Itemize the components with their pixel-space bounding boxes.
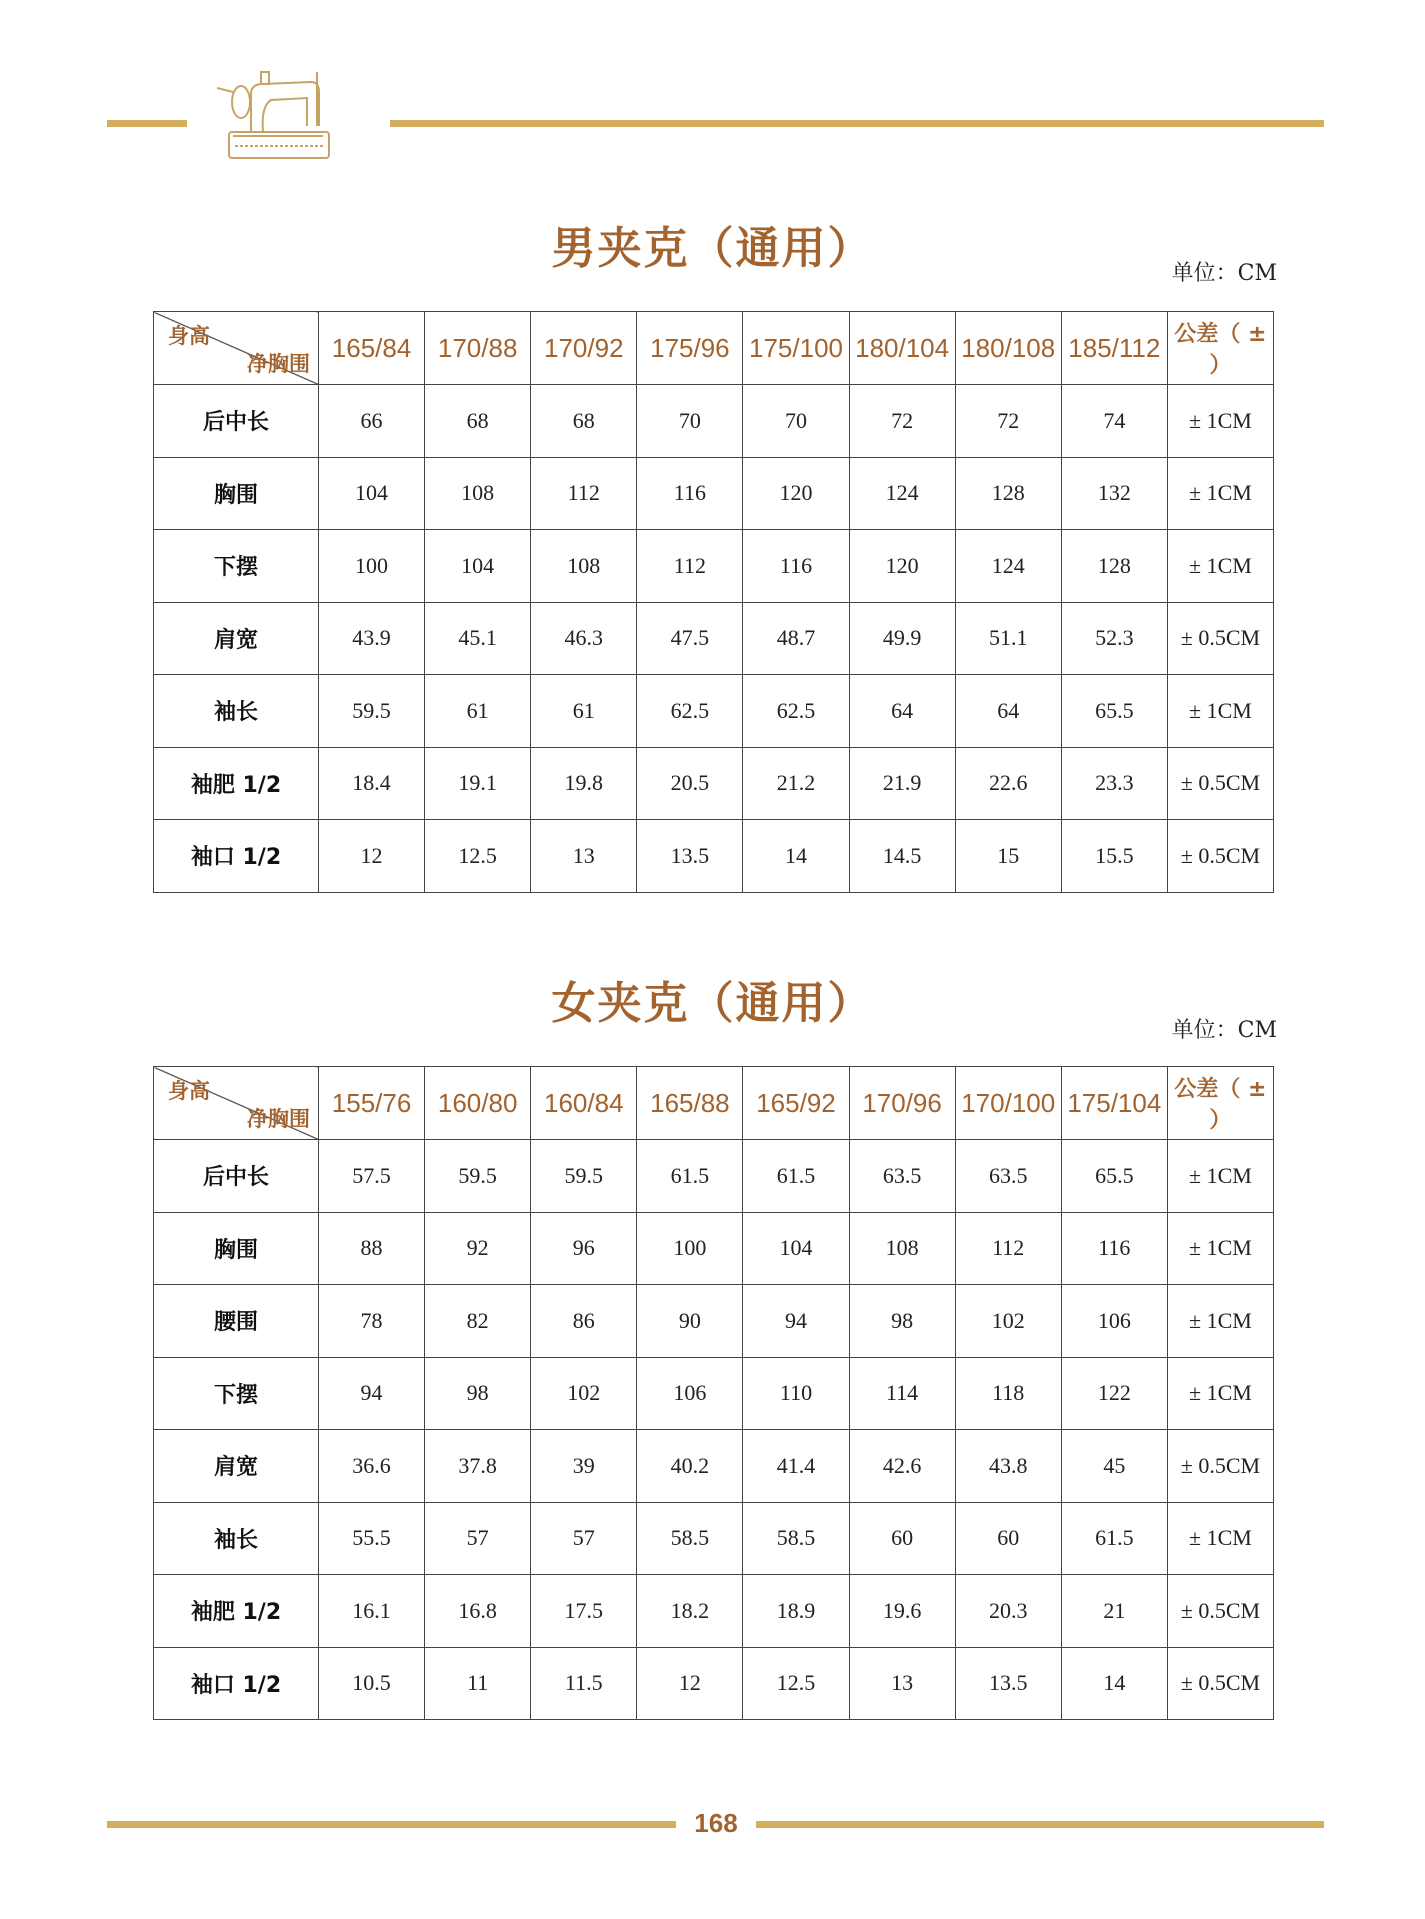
measurement-value: 15 <box>955 820 1061 893</box>
measurement-value: 13.5 <box>637 820 743 893</box>
measurement-value: 42.6 <box>849 1430 955 1503</box>
tolerance-value: ± 1CM <box>1167 1140 1273 1213</box>
table-row <box>154 1430 1274 1503</box>
measurement-value: 102 <box>531 1357 637 1430</box>
measurement-value: 74 <box>1061 385 1167 458</box>
measurement-value: 62.5 <box>637 675 743 748</box>
size-header: 165/88 <box>637 1067 743 1140</box>
table-row <box>154 1647 1274 1720</box>
corner-header <box>154 312 319 385</box>
table-row <box>154 675 1274 748</box>
size-header: 165/84 <box>319 312 425 385</box>
measurement-value: 52.3 <box>1061 602 1167 675</box>
measurement-value: 128 <box>1061 530 1167 603</box>
tolerance-value: ± 1CM <box>1167 1212 1273 1285</box>
measurement-value: 108 <box>849 1212 955 1285</box>
size-header: 160/84 <box>531 1067 637 1140</box>
measurement-value: 51.1 <box>955 602 1061 675</box>
size-header: 160/80 <box>425 1067 531 1140</box>
measurement-value: 61.5 <box>1061 1502 1167 1575</box>
measurement-label: 胸围 <box>154 1212 319 1285</box>
tolerance-value: ± 0.5CM <box>1167 820 1273 893</box>
tolerance-value: ± 1CM <box>1167 1285 1273 1358</box>
measurement-value: 70 <box>743 385 849 458</box>
measurement-value: 64 <box>955 675 1061 748</box>
size-header: 185/112 <box>1061 312 1167 385</box>
measurement-value: 11.5 <box>531 1647 637 1720</box>
measurement-value: 61.5 <box>637 1140 743 1213</box>
size-header: 170/100 <box>955 1067 1061 1140</box>
table-row <box>154 457 1274 530</box>
corner-header <box>154 1067 319 1140</box>
measurement-value: 19.8 <box>531 747 637 820</box>
measurement-value: 43.9 <box>319 602 425 675</box>
measurement-value: 92 <box>425 1212 531 1285</box>
size-header: 175/96 <box>637 312 743 385</box>
womens-jacket-size-table <box>153 1066 1274 1720</box>
tolerance-value: ± 1CM <box>1167 1357 1273 1430</box>
measurement-value: 68 <box>425 385 531 458</box>
measurement-value: 16.1 <box>319 1575 425 1648</box>
measurement-value: 62.5 <box>743 675 849 748</box>
measurement-value: 68 <box>531 385 637 458</box>
measurement-label: 袖口 1/2 <box>154 1647 319 1720</box>
measurement-value: 36.6 <box>319 1430 425 1503</box>
measurement-value: 116 <box>1061 1212 1167 1285</box>
size-header: 180/104 <box>849 312 955 385</box>
measurement-value: 96 <box>531 1212 637 1285</box>
measurement-value: 16.8 <box>425 1575 531 1648</box>
table-row <box>154 820 1274 893</box>
measurement-label: 后中长 <box>154 1140 319 1213</box>
measurement-value: 100 <box>637 1212 743 1285</box>
measurement-value: 58.5 <box>637 1502 743 1575</box>
tolerance-value: ± 0.5CM <box>1167 1575 1273 1648</box>
measurement-value: 104 <box>425 530 531 603</box>
measurement-value: 118 <box>955 1357 1061 1430</box>
measurement-value: 41.4 <box>743 1430 849 1503</box>
measurement-label: 袖长 <box>154 1502 319 1575</box>
measurement-value: 49.9 <box>849 602 955 675</box>
size-header: 170/88 <box>425 312 531 385</box>
measurement-value: 59.5 <box>425 1140 531 1213</box>
tolerance-value: ± 1CM <box>1167 1502 1273 1575</box>
measurement-value: 22.6 <box>955 747 1061 820</box>
chest-label: 净胸围 <box>247 1107 310 1131</box>
measurement-value: 18.4 <box>319 747 425 820</box>
measurement-label: 袖肥 1/2 <box>154 747 319 820</box>
measurement-value: 98 <box>849 1285 955 1358</box>
tolerance-value: ± 0.5CM <box>1167 1430 1273 1503</box>
measurement-value: 112 <box>637 530 743 603</box>
measurement-value: 21.2 <box>743 747 849 820</box>
measurement-label: 胸围 <box>154 457 319 530</box>
measurement-value: 112 <box>531 457 637 530</box>
table-row <box>154 747 1274 820</box>
measurement-value: 37.8 <box>425 1430 531 1503</box>
measurement-value: 23.3 <box>1061 747 1167 820</box>
table-row <box>154 1285 1274 1358</box>
chest-label: 净胸围 <box>247 352 310 376</box>
measurement-value: 20.3 <box>955 1575 1061 1648</box>
measurement-value: 21 <box>1061 1575 1167 1648</box>
sewing-machine-icon <box>211 66 341 162</box>
measurement-value: 55.5 <box>319 1502 425 1575</box>
measurement-value: 124 <box>955 530 1061 603</box>
page-number: 168 <box>676 1808 756 1839</box>
measurement-value: 65.5 <box>1061 675 1167 748</box>
measurement-value: 72 <box>849 385 955 458</box>
measurement-value: 61.5 <box>743 1140 849 1213</box>
measurement-value: 88 <box>319 1212 425 1285</box>
table-row <box>154 1212 1274 1285</box>
measurement-value: 106 <box>637 1357 743 1430</box>
height-label: 身高 <box>168 1079 210 1103</box>
measurement-value: 106 <box>1061 1285 1167 1358</box>
table-row <box>154 385 1274 458</box>
measurement-label: 肩宽 <box>154 1430 319 1503</box>
measurement-value: 13.5 <box>955 1647 1061 1720</box>
measurement-value: 18.2 <box>637 1575 743 1648</box>
measurement-value: 43.8 <box>955 1430 1061 1503</box>
measurement-value: 90 <box>637 1285 743 1358</box>
size-header: 165/92 <box>743 1067 849 1140</box>
measurement-label: 袖肥 1/2 <box>154 1575 319 1648</box>
table-row <box>154 530 1274 603</box>
measurement-value: 124 <box>849 457 955 530</box>
measurement-value: 116 <box>637 457 743 530</box>
measurement-value: 20.5 <box>637 747 743 820</box>
tolerance-value: ± 1CM <box>1167 675 1273 748</box>
measurement-value: 14 <box>1061 1647 1167 1720</box>
measurement-value: 19.1 <box>425 747 531 820</box>
measurement-value: 19.6 <box>849 1575 955 1648</box>
measurement-value: 15.5 <box>1061 820 1167 893</box>
measurement-value: 65.5 <box>1061 1140 1167 1213</box>
measurement-value: 40.2 <box>637 1430 743 1503</box>
measurement-value: 104 <box>319 457 425 530</box>
measurement-value: 12 <box>637 1647 743 1720</box>
table-row <box>154 1575 1274 1648</box>
measurement-value: 21.9 <box>849 747 955 820</box>
size-header: 170/96 <box>849 1067 955 1140</box>
tolerance-value: ± 0.5CM <box>1167 1647 1273 1720</box>
measurement-value: 110 <box>743 1357 849 1430</box>
size-header: 155/76 <box>319 1067 425 1140</box>
table-row <box>154 1140 1274 1213</box>
measurement-value: 13 <box>531 820 637 893</box>
measurement-value: 108 <box>425 457 531 530</box>
measurement-value: 82 <box>425 1285 531 1358</box>
measurement-value: 120 <box>743 457 849 530</box>
table-row <box>154 1502 1274 1575</box>
measurement-label: 腰围 <box>154 1285 319 1358</box>
header-row <box>154 1067 1274 1140</box>
table-row <box>154 1357 1274 1430</box>
size-header: 180/108 <box>955 312 1061 385</box>
measurement-value: 72 <box>955 385 1061 458</box>
measurement-value: 14 <box>743 820 849 893</box>
tolerance-header: 公差（ ± ） <box>1167 1067 1273 1140</box>
measurement-value: 64 <box>849 675 955 748</box>
measurement-value: 12 <box>319 820 425 893</box>
measurement-value: 57.5 <box>319 1140 425 1213</box>
table1-title: 男夹克（通用） <box>551 223 874 274</box>
measurement-value: 12.5 <box>425 820 531 893</box>
measurement-value: 66 <box>319 385 425 458</box>
measurement-value: 63.5 <box>955 1140 1061 1213</box>
measurement-value: 58.5 <box>743 1502 849 1575</box>
measurement-value: 112 <box>955 1212 1061 1285</box>
tolerance-value: ± 1CM <box>1167 530 1273 603</box>
measurement-value: 60 <box>955 1502 1061 1575</box>
header-row <box>154 312 1274 385</box>
measurement-label: 下摆 <box>154 530 319 603</box>
measurement-value: 78 <box>319 1285 425 1358</box>
measurement-value: 18.9 <box>743 1575 849 1648</box>
measurement-value: 61 <box>531 675 637 748</box>
measurement-value: 13 <box>849 1647 955 1720</box>
measurement-value: 17.5 <box>531 1575 637 1648</box>
table2-unit: 单位：CM <box>1171 1018 1277 1043</box>
size-header: 175/100 <box>743 312 849 385</box>
measurement-value: 57 <box>425 1502 531 1575</box>
measurement-value: 128 <box>955 457 1061 530</box>
measurement-value: 100 <box>319 530 425 603</box>
measurement-value: 59.5 <box>531 1140 637 1213</box>
measurement-value: 102 <box>955 1285 1061 1358</box>
height-label: 身高 <box>168 324 210 348</box>
mens-jacket-size-table <box>153 311 1274 893</box>
measurement-value: 108 <box>531 530 637 603</box>
measurement-label: 袖口 1/2 <box>154 820 319 893</box>
tolerance-value: ± 0.5CM <box>1167 602 1273 675</box>
measurement-value: 63.5 <box>849 1140 955 1213</box>
tolerance-header: 公差（ ± ） <box>1167 312 1273 385</box>
measurement-value: 94 <box>319 1357 425 1430</box>
measurement-value: 116 <box>743 530 849 603</box>
measurement-value: 45 <box>1061 1430 1167 1503</box>
measurement-value: 45.1 <box>425 602 531 675</box>
measurement-value: 120 <box>849 530 955 603</box>
measurement-value: 57 <box>531 1502 637 1575</box>
measurement-value: 60 <box>849 1502 955 1575</box>
measurement-value: 47.5 <box>637 602 743 675</box>
measurement-label: 后中长 <box>154 385 319 458</box>
size-header: 175/104 <box>1061 1067 1167 1140</box>
tolerance-value: ± 1CM <box>1167 385 1273 458</box>
measurement-label: 下摆 <box>154 1357 319 1430</box>
measurement-value: 70 <box>637 385 743 458</box>
measurement-value: 12.5 <box>743 1647 849 1720</box>
table2-title: 女夹克（通用） <box>551 978 874 1029</box>
measurement-value: 132 <box>1061 457 1167 530</box>
measurement-value: 98 <box>425 1357 531 1430</box>
measurement-value: 86 <box>531 1285 637 1358</box>
size-header: 170/92 <box>531 312 637 385</box>
measurement-value: 46.3 <box>531 602 637 675</box>
measurement-value: 94 <box>743 1285 849 1358</box>
tolerance-value: ± 0.5CM <box>1167 747 1273 820</box>
measurement-value: 114 <box>849 1357 955 1430</box>
table1-unit: 单位：CM <box>1171 261 1277 286</box>
measurement-value: 14.5 <box>849 820 955 893</box>
tolerance-value: ± 1CM <box>1167 457 1273 530</box>
measurement-value: 122 <box>1061 1357 1167 1430</box>
measurement-label: 肩宽 <box>154 602 319 675</box>
measurement-value: 48.7 <box>743 602 849 675</box>
header-rule-right <box>390 120 1324 127</box>
measurement-value: 61 <box>425 675 531 748</box>
measurement-value: 39 <box>531 1430 637 1503</box>
measurement-value: 11 <box>425 1647 531 1720</box>
table-row <box>154 602 1274 675</box>
measurement-label: 袖长 <box>154 675 319 748</box>
measurement-value: 104 <box>743 1212 849 1285</box>
header-rule-left <box>107 120 187 127</box>
measurement-value: 10.5 <box>319 1647 425 1720</box>
measurement-value: 59.5 <box>319 675 425 748</box>
